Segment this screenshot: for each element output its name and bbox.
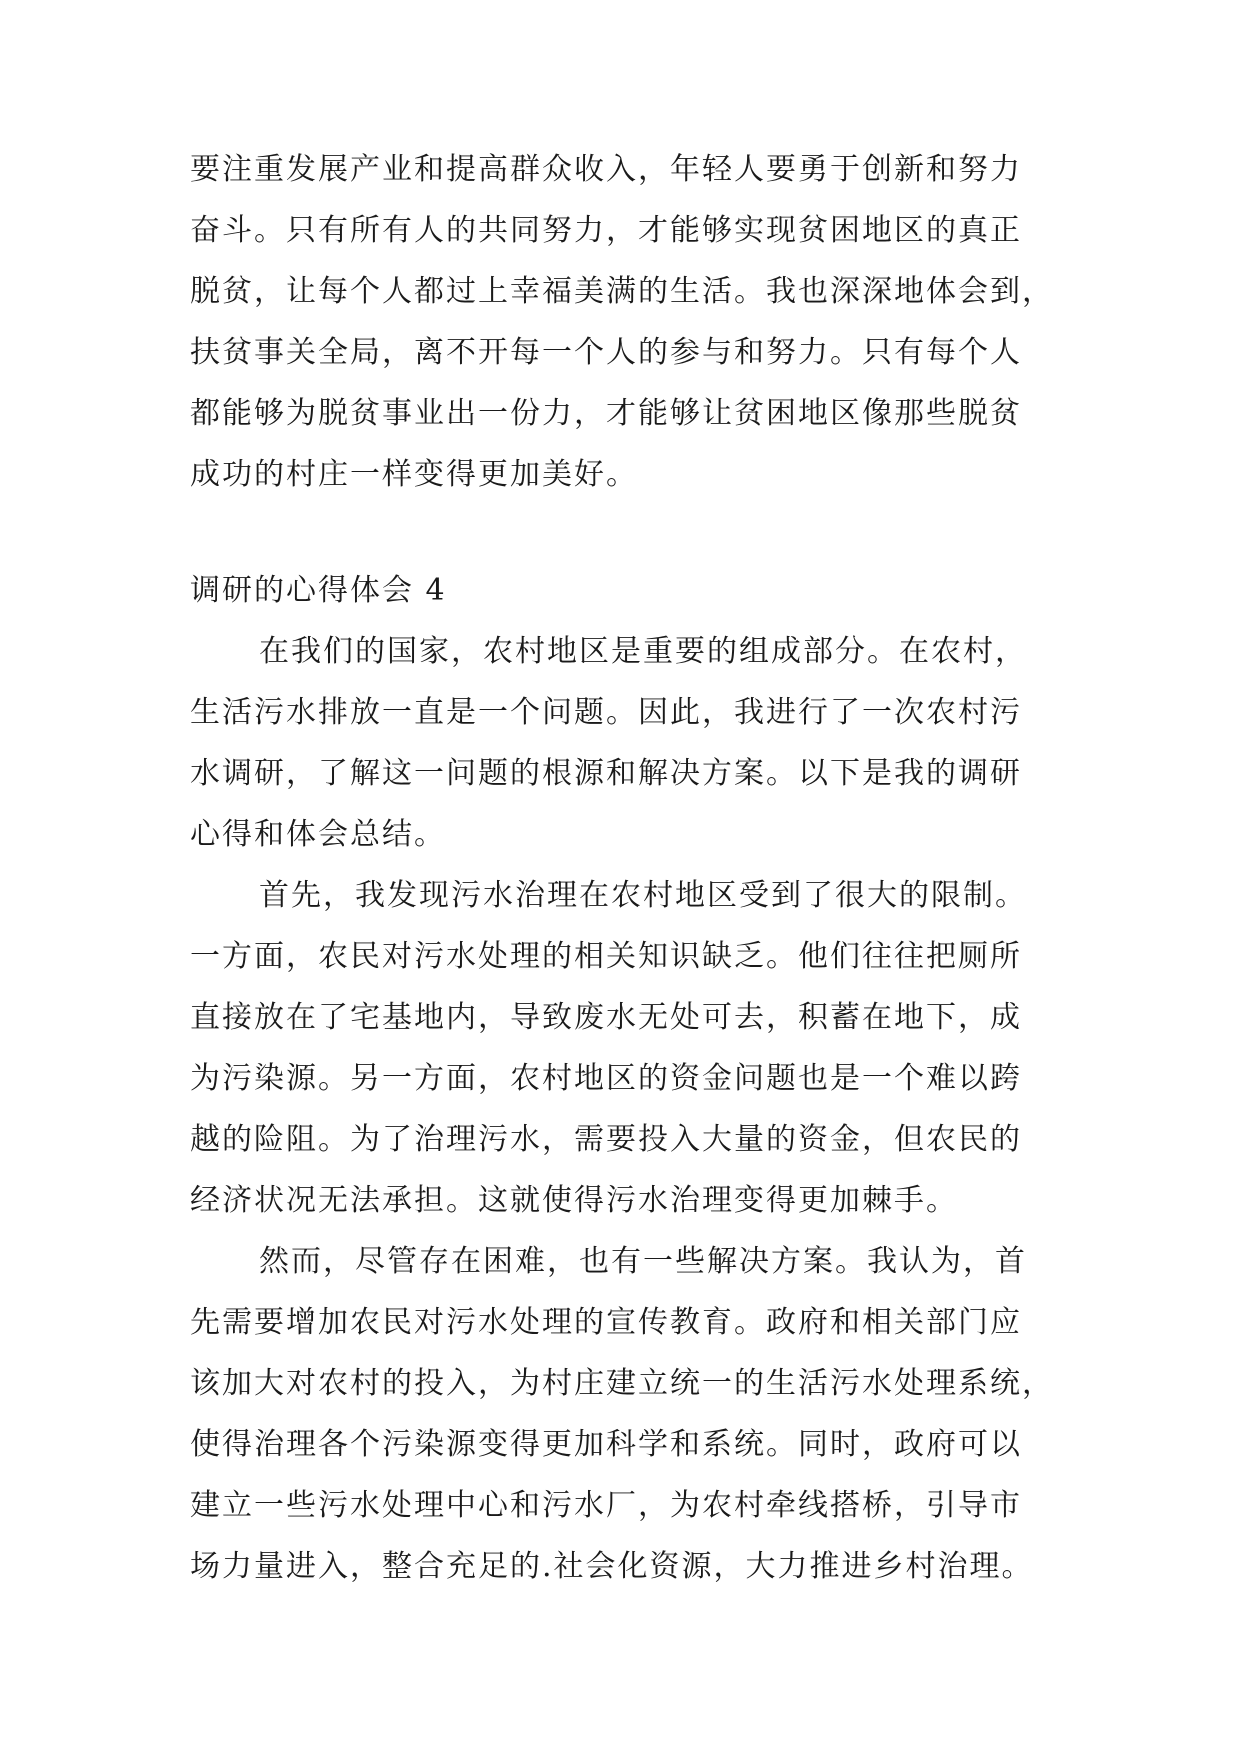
text-line: 要注重发展产业和提高群众收入，年轻人要勇于创新和努力: [190, 152, 1022, 187]
text-line: 经济状况无法承担。这就使得污水治理变得更加棘手。: [190, 1183, 958, 1218]
text-line: 为污染源。另一方面，农村地区的资金问题也是一个难以跨: [190, 1061, 1022, 1096]
text-line: 心得和体会总结。: [190, 817, 446, 852]
text-line: 直接放在了宅基地内，导致废水无处可去，积蓄在地下，成: [190, 1000, 1022, 1035]
text-line: 扶贫事关全局，离不开每一个人的参与和努力。只有每个人: [190, 335, 1022, 370]
text-line: 成功的村庄一样变得更加美好。: [190, 457, 638, 492]
text-line: 奋斗。只有所有人的共同努力，才能够实现贫困地区的真正: [190, 213, 1022, 248]
text-line: 建立一些污水处理中心和污水厂，为农村牵线搭桥，引导市: [190, 1488, 1022, 1523]
text-line: 都能够为脱贫事业出一份力，才能够让贫困地区像那些脱贫: [190, 396, 1022, 431]
text-line: 该加大对农村的投入，为村庄建立统一的生活污水处理系统，: [190, 1366, 1054, 1401]
text-line: 使得治理各个污染源变得更加科学和系统。同时，政府可以: [190, 1427, 1022, 1462]
text-line: 场力量进入，整合充足的.社会化资源，大力推进乡村治理。: [190, 1549, 1034, 1584]
text-line: 脱贫，让每个人都过上幸福美满的生活。我也深深地体会到，: [190, 274, 1054, 309]
text-line: 然而，尽管存在困难，也有一些解决方案。我认为，首: [259, 1244, 1027, 1279]
text-line: 先需要增加农民对污水处理的宣传教育。政府和相关部门应: [190, 1305, 1022, 1340]
text-line: 生活污水排放一直是一个问题。因此，我进行了一次农村污: [190, 695, 1022, 730]
text-line: 在我们的国家，农村地区是重要的组成部分。在农村，: [259, 634, 1027, 669]
text-line: 越的险阻。为了治理污水，需要投入大量的资金，但农民的: [190, 1122, 1022, 1157]
section-heading: 调研的心得体会 4: [190, 573, 447, 608]
text-line: 首先，我发现污水治理在农村地区受到了很大的限制。: [259, 878, 1027, 913]
text-line: 一方面，农民对污水处理的相关知识缺乏。他们往往把厕所: [190, 939, 1022, 974]
text-line: 水调研，了解这一问题的根源和解决方案。以下是我的调研: [190, 756, 1022, 791]
